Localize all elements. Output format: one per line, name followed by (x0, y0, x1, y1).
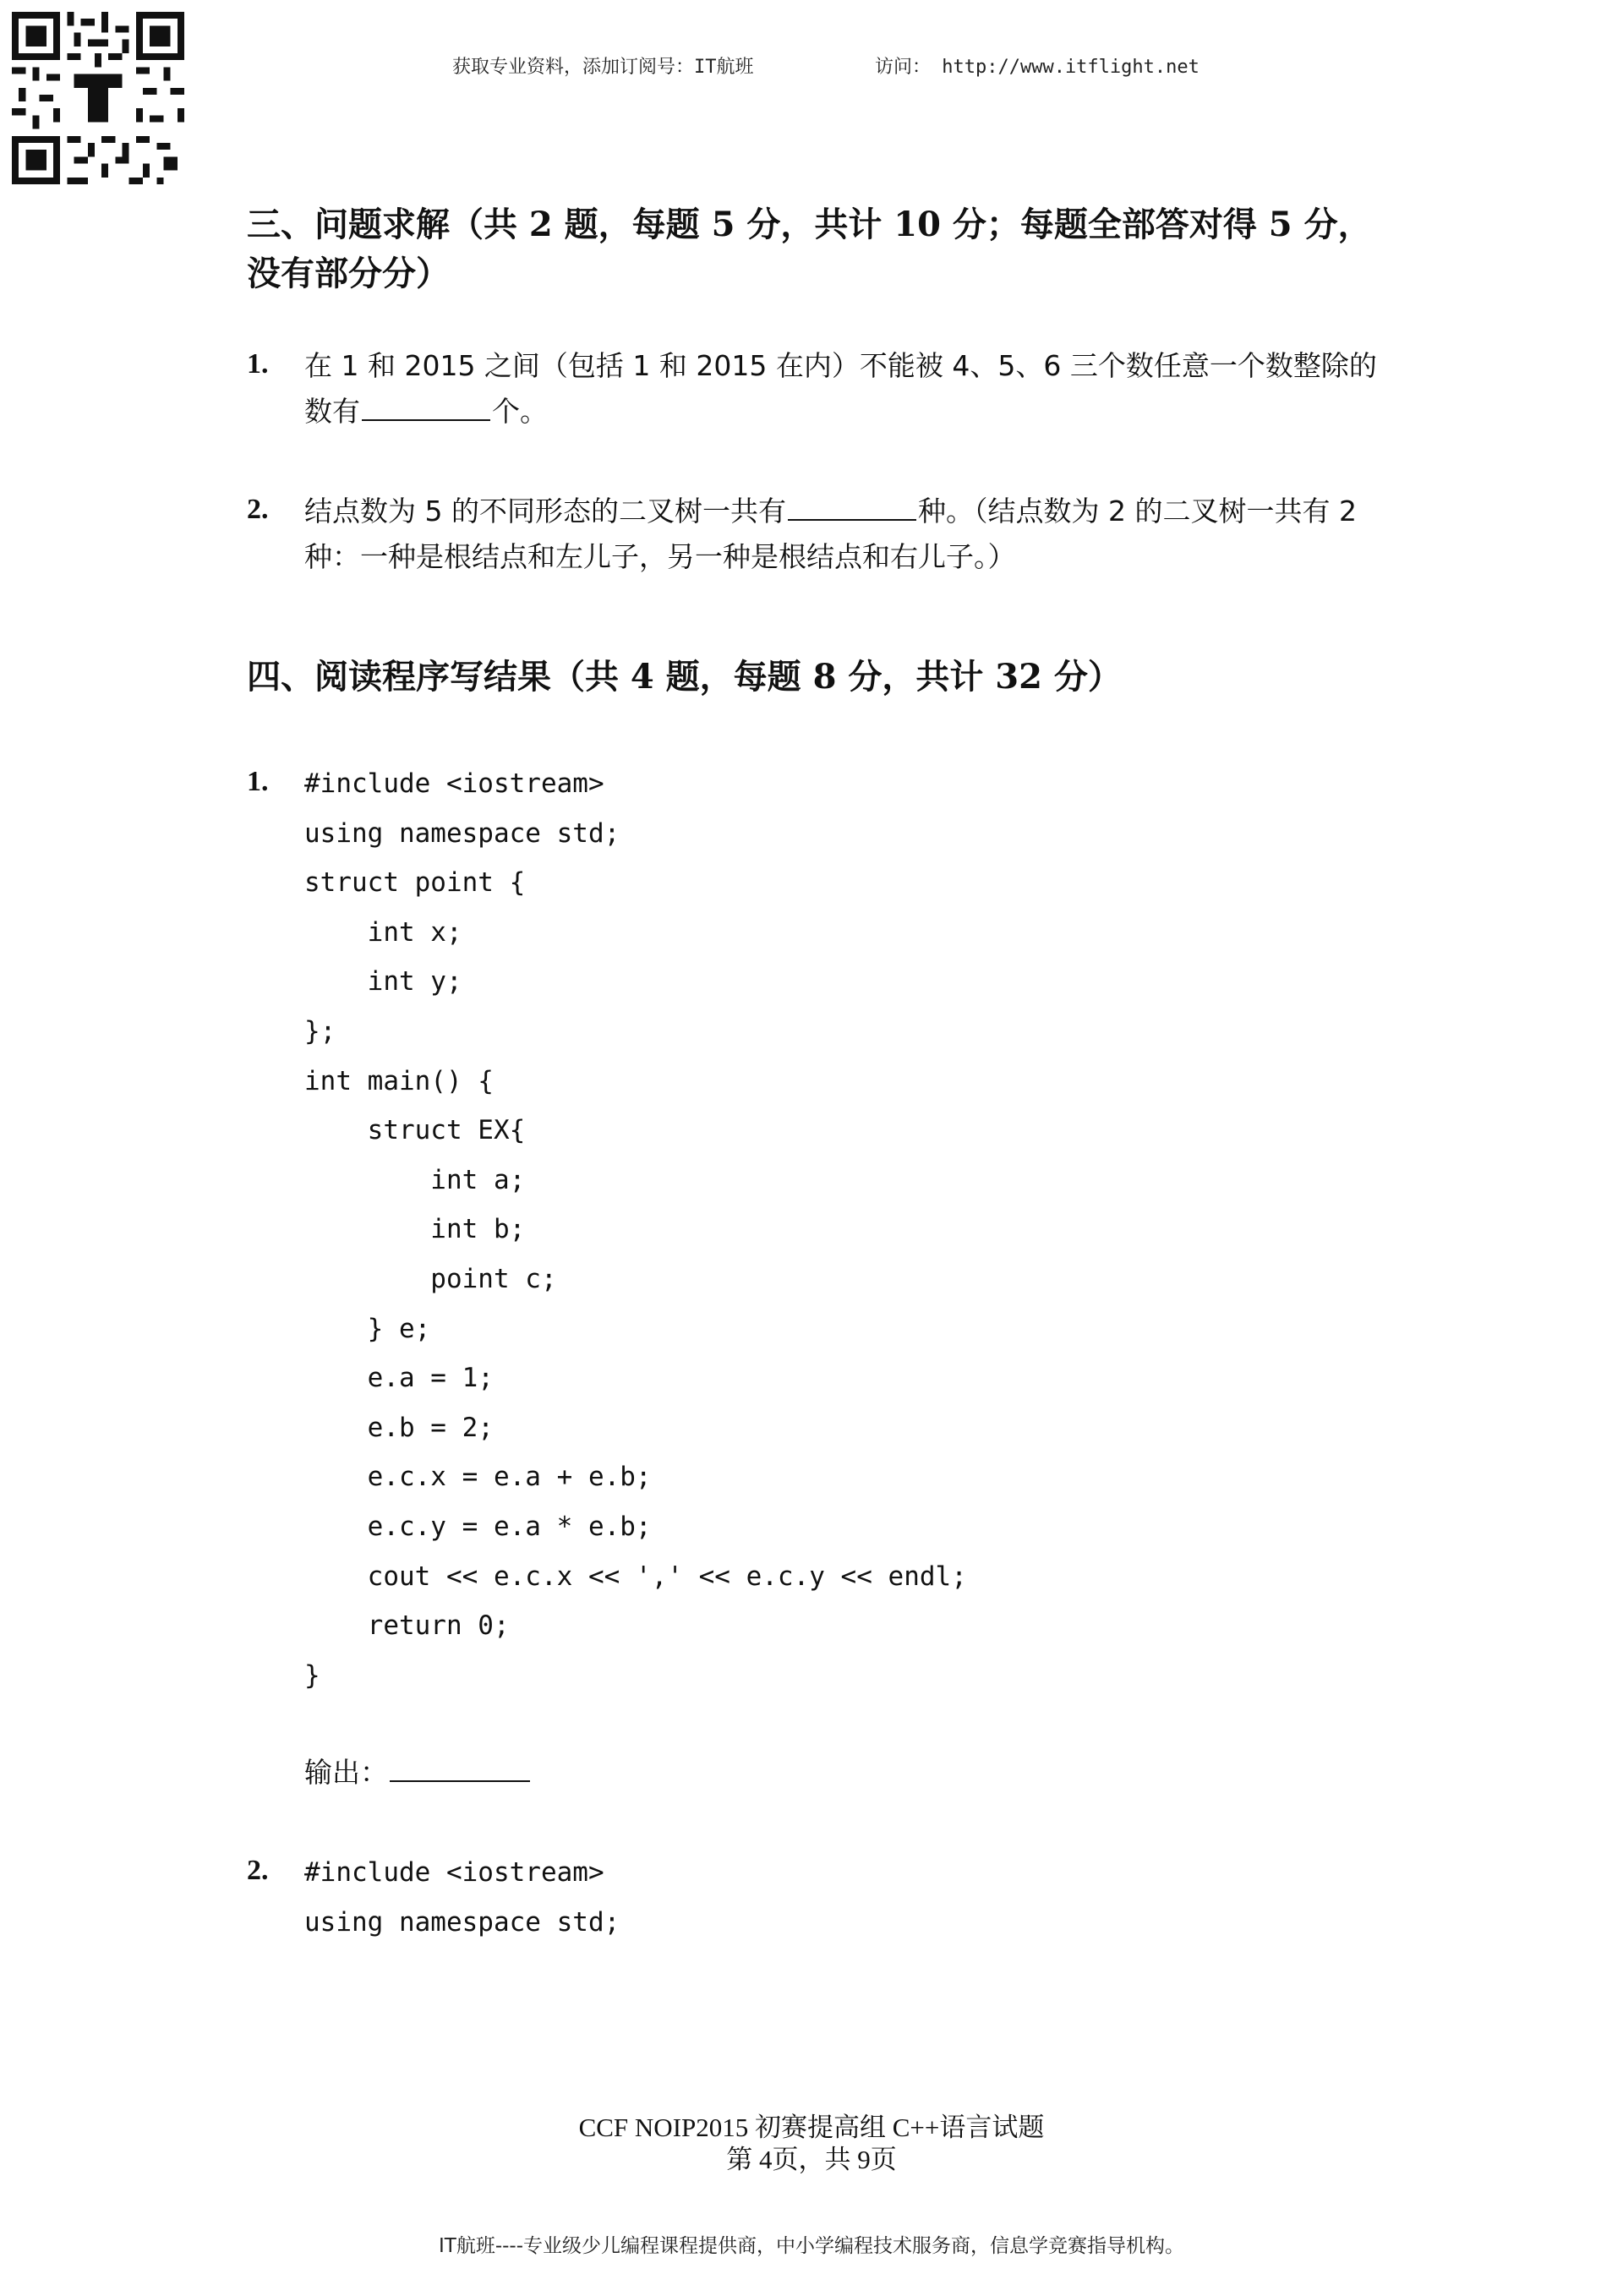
question-1-text-after: 个。 (492, 395, 548, 428)
header-subscribe-text: 获取专业资料，添加订阅号：IT航班 (452, 57, 754, 78)
header-website-link[interactable]: 访问： http://www.itflight.net (875, 57, 1199, 78)
program-number: 2. (247, 1855, 269, 1886)
section-3-title: 三、问题求解（共 2 题，每题 5 分，共计 10 分；每题全部答对得 5 分，没有部分分） (247, 205, 1372, 293)
question-1-text-before: 在 1 和 2015 之间（包括 1 和 2015 在内）不能被 4、5、6 三个数任意一个数整除的数有 (304, 349, 1377, 428)
output-answer-blank[interactable] (390, 1750, 530, 1782)
program-2-code: #include <iostream> using namespace std; (304, 1857, 620, 1938)
qr-code-image (12, 12, 184, 184)
program-1-code: #include <iostream> using namespace std; struct point { int x; int y; }; int main() { struct EX{ int a; int b; point c; } e; e.a = 1; e.b = 2; e.c.x = e.a + e.b; e.c.y = e.a * e.b; cout << e.c.x << ',' << e.c.y << endl; return 0; } (304, 768, 967, 1691)
question-1-text (304, 343, 1403, 435)
question-2-text (304, 489, 1403, 580)
footer-tagline: IT航班----专业级少儿编程课程提供商，中小学编程技术服务商，信息学竞赛指导机构。 (438, 2235, 1185, 2257)
question-2-text-after: 种。（结点数为 2 的二叉树一共有 2 种：一种是根结点和左儿子，另一种是根结点和右儿子。） (304, 495, 1357, 573)
program-number: 1. (247, 766, 269, 797)
footer-exam-title: CCF NOIP2015 初赛提高组 C++语言试题 (578, 2113, 1045, 2142)
section-4-title: 四、阅读程序写结果（共 4 题，每题 8 分，共计 32 分） (247, 657, 1122, 697)
question-number: 1. (247, 348, 269, 380)
answer-blank[interactable] (788, 489, 916, 521)
question-2-text-before: 结点数为 5 的不同形态的二叉树一共有 (304, 495, 786, 528)
question-number: 2. (247, 494, 269, 525)
footer-page-number: 第 4页，共 9页 (726, 2145, 897, 2174)
answer-blank[interactable] (362, 389, 490, 421)
output-label: 输出： (304, 1756, 388, 1789)
program-1-output (304, 1750, 1403, 1796)
